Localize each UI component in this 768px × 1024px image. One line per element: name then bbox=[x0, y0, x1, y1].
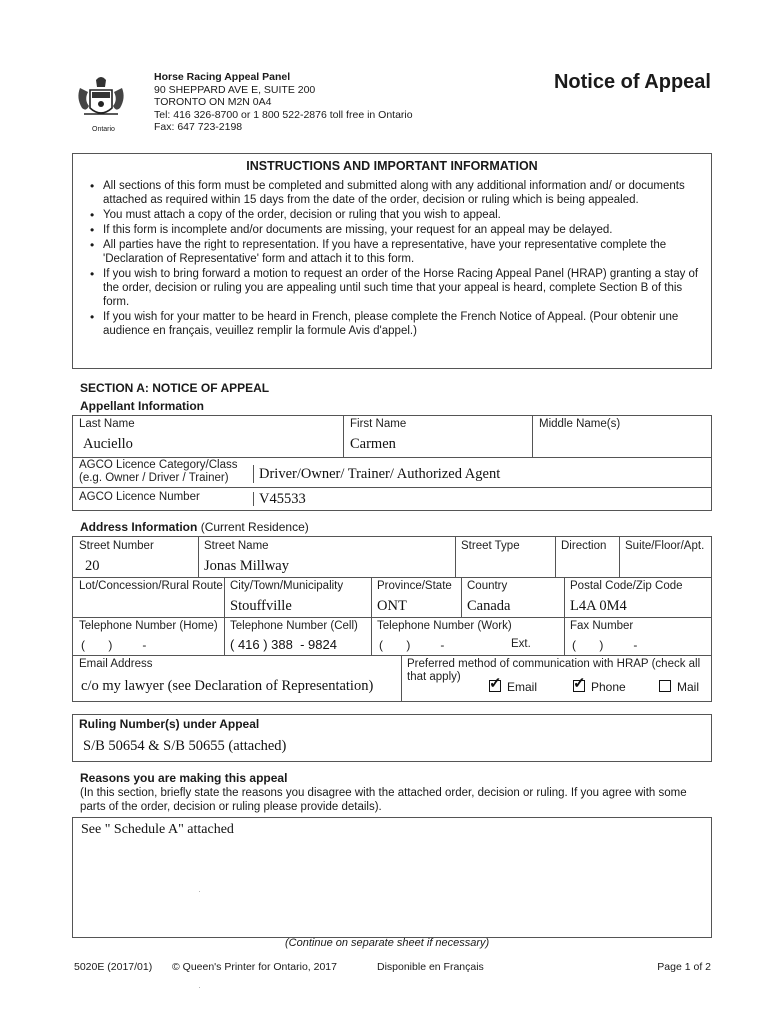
appellant-info-heading: Appellant Information bbox=[80, 399, 204, 413]
instruction-item: • All parties have the right to representation. If you have a representative, have your representative complete the 'Declaration of Representative' form and attach it to this form. bbox=[87, 238, 701, 266]
reasons-field[interactable]: See " Schedule A" attached bbox=[81, 822, 234, 837]
tel-work-label: Telephone Number (Work) bbox=[377, 620, 512, 632]
ruling-label: Ruling Number(s) under Appeal bbox=[79, 717, 260, 731]
city-label: City/Town/Municipality bbox=[230, 580, 344, 592]
org-fax: Fax: 647 723-2198 bbox=[154, 121, 243, 133]
email-label: Email Address bbox=[79, 658, 153, 670]
first-name-field[interactable]: Carmen bbox=[350, 436, 396, 452]
pref-phone-checkbox[interactable] bbox=[573, 680, 585, 692]
org-phone: Tel: 416 326-8700 or 1 800 522-2876 toll free in Ontario bbox=[154, 108, 413, 121]
postal-code-field[interactable]: L4A 0M4 bbox=[570, 598, 627, 614]
ruling-box bbox=[72, 714, 712, 762]
preferred-method-label: Preferred method of communication with HRAP (check all that apply) bbox=[407, 658, 701, 683]
pref-mail-option[interactable] bbox=[659, 680, 699, 694]
instruction-item: • All sections of this form must be completed and submitted along with any additional information and/ or documents attached as required within 15 days from the date of the order, decision or ruling which is being appealed. bbox=[87, 179, 701, 207]
form-title: Notice of Appeal bbox=[553, 71, 711, 93]
country-label: Country bbox=[467, 580, 508, 592]
tel-cell-field[interactable]: ( 416 ) 388 - 9824 bbox=[230, 637, 337, 652]
instructions-heading: INSTRUCTIONS AND IMPORTANT INFORMATION bbox=[246, 159, 538, 173]
last-name-field[interactable]: Auciello bbox=[83, 436, 133, 452]
pref-phone-option[interactable] bbox=[573, 680, 626, 694]
org-address-block bbox=[154, 71, 413, 134]
org-address-line-2: TORONTO ON M2N 0A4 bbox=[154, 96, 272, 108]
street-type-label: Street Type bbox=[461, 540, 520, 552]
org-address-line-1: 90 SHEPPARD AVE E, SUITE 200 bbox=[154, 83, 316, 96]
appellant-table bbox=[72, 415, 712, 511]
lot-concession-label: Lot/Concession/Rural Route bbox=[79, 580, 223, 592]
licence-category-field[interactable]: Driver/Owner/ Trainer/ Authorized Agent bbox=[259, 466, 501, 482]
fax-label: Fax Number bbox=[570, 620, 634, 632]
middle-name-label: Middle Name(s) bbox=[539, 418, 621, 430]
pref-phone-label: Phone bbox=[591, 680, 626, 694]
pref-mail-label: Mail bbox=[677, 680, 700, 694]
tel-cell-label: Telephone Number (Cell) bbox=[230, 620, 358, 632]
postal-code-label: Postal Code/Zip Code bbox=[570, 580, 683, 592]
province-label: Province/State bbox=[377, 580, 452, 592]
street-number-field[interactable]: 20 bbox=[85, 558, 100, 574]
pref-email-option[interactable] bbox=[489, 680, 537, 694]
reasons-heading: Reasons you are making this appeal bbox=[80, 771, 288, 785]
copyright: © Queen's Printer for Ontario, 2017 bbox=[172, 961, 337, 973]
city-field[interactable]: Stouffville bbox=[230, 598, 292, 614]
instruction-item: • If you wish for your matter to be heard in French, please complete the French Notice of Appeal. (Pour obtenir une audience en français, veuillez remplir la formule Avis d'appel.) bbox=[87, 310, 701, 338]
tel-work-field[interactable]: ( ) - bbox=[379, 638, 445, 652]
address-heading-note: (Current Residence) bbox=[200, 520, 309, 534]
province-field[interactable]: ONT bbox=[377, 598, 407, 614]
last-name-label: Last Name bbox=[79, 418, 135, 430]
ext-label: Ext. bbox=[511, 638, 531, 650]
fax-field[interactable]: ( ) - bbox=[572, 638, 638, 652]
section-a-title: SECTION A: NOTICE OF APPEAL bbox=[80, 381, 270, 395]
direction-label: Direction bbox=[561, 540, 607, 552]
continue-note: (Continue on separate sheet if necessary) bbox=[285, 937, 490, 949]
scan-speck: · bbox=[198, 982, 201, 992]
tel-home-label: Telephone Number (Home) bbox=[79, 620, 218, 632]
pref-email-label: Email bbox=[507, 680, 538, 694]
pref-email-checkbox[interactable] bbox=[489, 680, 501, 692]
instruction-item: • You must attach a copy of the order, decision or ruling that you wish to appeal. bbox=[87, 208, 701, 222]
ruling-field[interactable]: S/B 50654 & S/B 50655 (attached) bbox=[83, 738, 287, 754]
reasons-box bbox=[72, 817, 712, 938]
instruction-item: • If this form is incomplete and/or documents are missing, your request for an appeal may be delayed. bbox=[87, 223, 701, 237]
tel-home-field[interactable]: ( ) - bbox=[81, 638, 147, 652]
address-table bbox=[72, 536, 712, 702]
licence-category-label bbox=[79, 459, 238, 485]
logo-caption: Ontario bbox=[92, 126, 115, 133]
instructions-box bbox=[72, 153, 712, 369]
street-name-label: Street Name bbox=[204, 540, 269, 552]
street-name-field[interactable]: Jonas Millway bbox=[204, 558, 289, 574]
street-number-label: Street Number bbox=[79, 540, 154, 552]
address-heading: Address Information bbox=[80, 520, 198, 534]
address-heading-row bbox=[80, 520, 309, 534]
org-name: Horse Racing Appeal Panel bbox=[154, 71, 291, 83]
reasons-instruction: (In this section, briefly state the reasons you disagree with the attached order, decision or ruling. If you agree with some parts of the order, decision or ruling please provide details). bbox=[80, 787, 687, 813]
first-name-label: First Name bbox=[350, 418, 407, 430]
instruction-item: • If you wish to bring forward a motion to request an order of the Horse Racing Appeal Panel (HRAP) granting a stay of the order, decision or ruling you are appealing until such time that your appeal is heard, complete Section B of this form. bbox=[87, 267, 701, 309]
licence-category-label-line1: AGCO Licence Category/Class bbox=[79, 459, 238, 471]
country-field[interactable]: Canada bbox=[467, 598, 511, 614]
scan-speck: · bbox=[198, 886, 201, 896]
licence-number-field[interactable]: V45533 bbox=[259, 491, 306, 507]
form-number: 5020E (2017/01) bbox=[74, 961, 153, 973]
page-number: Page 1 of 2 bbox=[657, 961, 711, 973]
email-field[interactable]: c/o my lawyer (see Declaration of Representation) bbox=[81, 678, 374, 694]
suite-label: Suite/Floor/Apt. bbox=[625, 540, 705, 552]
licence-number-label: AGCO Licence Number bbox=[79, 491, 200, 503]
french-availability: Disponible en Français bbox=[377, 961, 484, 973]
licence-category-label-line2: (e.g. Owner / Driver / Trainer) bbox=[79, 472, 229, 484]
pref-mail-checkbox[interactable] bbox=[659, 680, 671, 692]
instructions-list bbox=[87, 179, 701, 338]
ontario-coat-of-arms-logo bbox=[72, 74, 130, 124]
